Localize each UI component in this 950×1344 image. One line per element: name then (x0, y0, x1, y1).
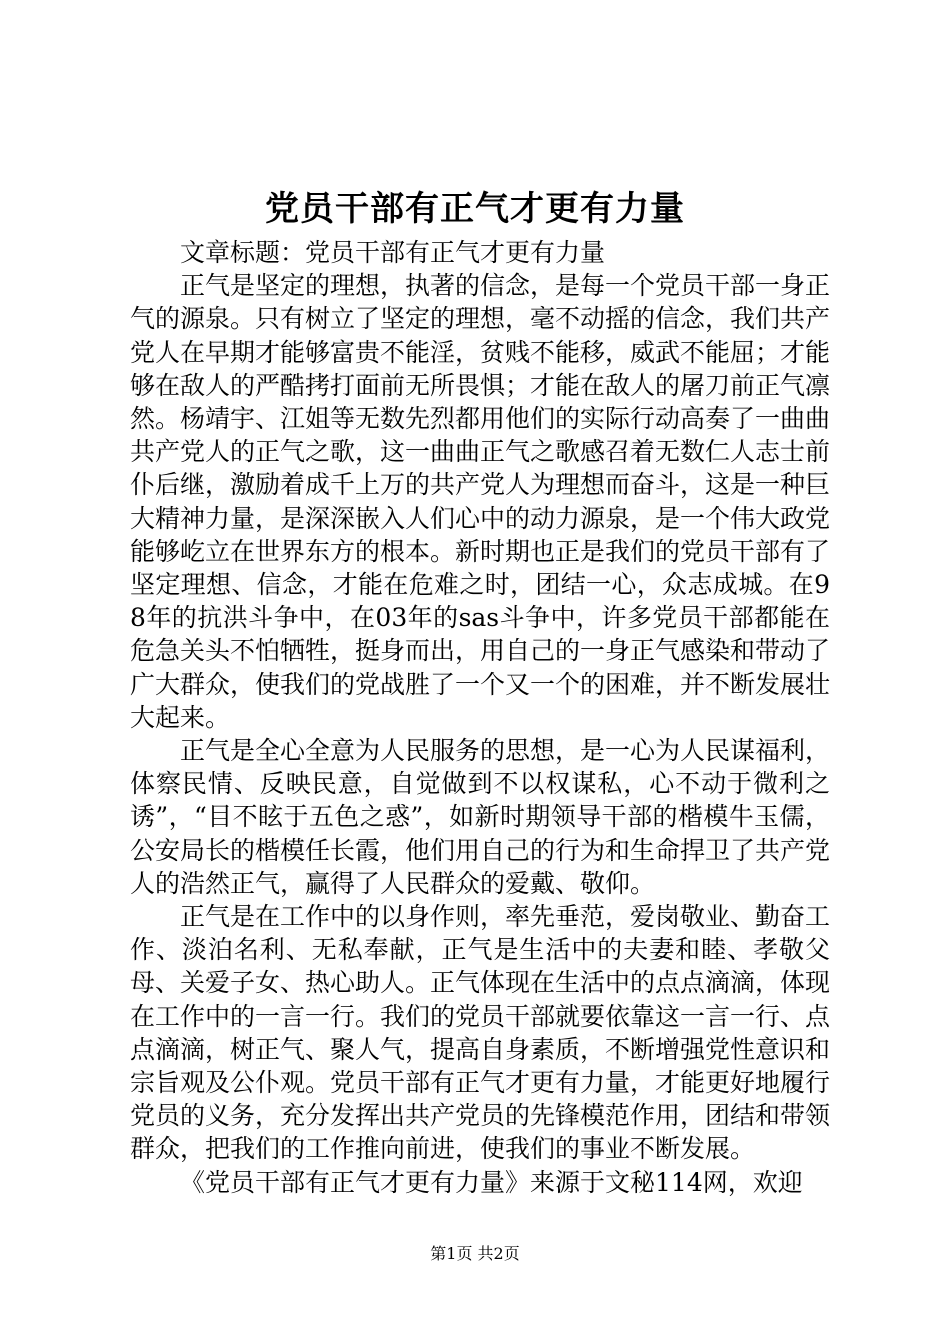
paragraph-3: 正气是在工作中的以身作则，率先垂范，爱岗敬业、勤奋工作、淡泊名利、无私奉献，正气是生活中的夫妻和睦、孝敬父母、关爱子女、热心助人。正气体现在生活中的点点滴滴，体现在工作中的一言一行。我们的党员干部就要依靠这一言一行、点点滴滴，树正气、聚人气，提高自身素质，不断增强党性意识和宗旨观及公仆观。党员干部有正气才更有力量，才能更好地履行党员的义务，充分发挥出共产党员的先锋模范作用，团结和带领群众，把我们的工作推向前进，使我们的事业不断发展。 (130, 902, 831, 1164)
article-title-line: 文章标题：党员干部有正气才更有力量 (180, 238, 606, 267)
document-title: 党员干部有正气才更有力量 (265, 189, 685, 229)
page-footer: 第1页 共2页 (430, 1244, 520, 1263)
source-note: 《党员干部有正气才更有力量》来源于文秘114网，欢迎 (180, 1167, 803, 1197)
document-body (130, 236, 830, 1199)
paragraph-1: 正气是坚定的理想，执著的信念，是每一个党员干部一身正气的源泉。只有树立了坚定的理想，毫不动摇的信念，我们共产党人在早期才能够富贵不能淫，贫贱不能移，威武不能屈；才能够在敌人的严酷拷打面前无所畏惧；才能在敌人的屠刀前正气凛然。杨靖宇、江姐等无数先烈都用他们的实际行动高奏了一曲曲共产党人的正气之歌，这一曲曲正气之歌感召着无数仁人志士前仆后继，激励着成千上万的共产党人为理想而奋斗，这是一种巨大精神力量，是深深嵌入人们心中的动力源泉，是一个伟大政党能够屹立在世界东方的根本。新时期也正是我们的党员干部有了坚定理想、信念，才能在危难之时，团结一心，众志成城。在98年的抗洪斗争中，在03年的sas斗争中，许多党员干部都能在危急关头不怕牺牲，挺身而出，用自己的一身正气感染和带动了广大群众，使我们的党战胜了一个又一个的困难，并不断发展壮大起来。 (130, 271, 831, 732)
paragraph-2: 正气是全心全意为人民服务的思想，是一心为人民谋福利，体察民情、反映民意，自觉做到不以权谋私，心不动于微利之诱”，“目不眩于五色之惑”，如新时期领导干部的楷模牛玉儒，公安局长的楷模任长霞，他们用自己的行为和生命捍卫了共产党人的浩然正气，赢得了人民群众的爱戴、敬仰。 (130, 736, 831, 898)
